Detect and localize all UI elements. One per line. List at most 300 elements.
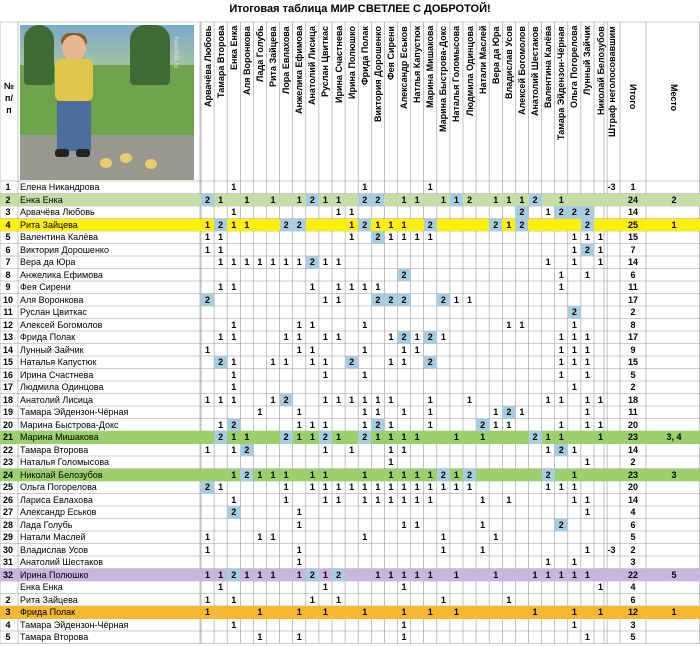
column-header: Лада Голубь (254, 26, 265, 83)
vote-cell: 1 (309, 357, 315, 367)
vote-cell: 1 (375, 407, 381, 417)
vote-cell: 1 (414, 494, 420, 505)
vote-cell: 2 (358, 219, 371, 232)
vote-cell: 2 (280, 219, 293, 232)
vote-cell: 1 (506, 494, 512, 505)
row-number: 15 (2, 357, 13, 367)
table-row (0, 594, 700, 607)
vote-cell: 1 (349, 232, 355, 242)
vote-cell: 2 (424, 356, 437, 369)
table-row (0, 319, 700, 332)
vote-cell: 1 (270, 357, 276, 367)
row-number: 14 (2, 344, 13, 355)
column-header-penalty: Штраф неголосовавшим (606, 26, 617, 137)
place-cell: 3 (671, 469, 677, 480)
vote-cell: 1 (283, 482, 289, 492)
vote-cell: 1 (296, 344, 302, 355)
vote-cell: 1 (427, 232, 433, 242)
vote-cell: 1 (309, 469, 315, 480)
vote-cell: 1 (401, 482, 407, 492)
vote-cell: 1 (349, 219, 355, 230)
vote-cell: 1 (598, 582, 604, 592)
vote-cell: 1 (218, 194, 224, 205)
total-cell: 20 (627, 482, 638, 492)
vote-cell: 1 (296, 319, 302, 330)
vote-cell: 1 (414, 482, 420, 492)
vote-cell: 1 (414, 432, 420, 442)
vote-cell: 1 (231, 282, 237, 292)
total-cell: 2 (630, 544, 636, 555)
vote-cell: 1 (598, 232, 604, 242)
table-row (0, 581, 700, 594)
vote-cell: 1 (218, 282, 224, 292)
table-row (0, 181, 700, 194)
vote-cell: 1 (296, 557, 302, 567)
vote-cell: 1 (453, 432, 459, 442)
vote-cell: 1 (427, 569, 433, 580)
vote-cell: 2 (568, 306, 581, 319)
vote-cell: 1 (532, 569, 538, 580)
column-header: Арвачёва Любовь (202, 26, 213, 108)
vote-cell: 1 (336, 207, 342, 217)
row-number: 29 (2, 532, 13, 542)
participant-name: Ольга Погорелова (20, 482, 97, 492)
vote-cell: 1 (218, 244, 224, 255)
vote-cell: 1 (401, 344, 407, 355)
vote-cell: 1 (283, 332, 289, 342)
table-row (0, 419, 700, 432)
column-header: Анатолий Лисица (307, 26, 318, 105)
column-header: Фрида Полак (359, 26, 370, 85)
vote-cell: 1 (375, 282, 381, 292)
vote-cell: 1 (571, 244, 577, 255)
vote-cell: 2 (581, 206, 594, 219)
vote-cell: 1 (375, 494, 381, 505)
vote-cell: 1 (571, 382, 577, 392)
vote-cell: 1 (296, 194, 302, 205)
column-header: Фея Сирени (385, 26, 396, 80)
vote-cell: 2 (437, 294, 450, 307)
vote-cell: 1 (571, 482, 577, 492)
vote-cell: 1 (388, 569, 394, 580)
column-header: Енка Енка (228, 26, 239, 71)
vote-cell: 1 (231, 382, 237, 392)
vote-cell: 1 (388, 332, 394, 342)
table-row (0, 356, 700, 369)
vote-cell: 2 (319, 431, 332, 444)
vote-cell: 1 (401, 632, 407, 642)
vote-cell: 1 (362, 282, 368, 292)
vote-cell: 1 (322, 357, 328, 367)
vote-cell: 1 (584, 507, 590, 517)
participant-name: Алексей Богомолов (20, 319, 103, 330)
vote-cell: 1 (244, 432, 250, 442)
table-row (0, 556, 700, 569)
vote-cell: 1 (336, 394, 342, 405)
vote-cell: 2 (371, 294, 384, 307)
vote-cell: 1 (584, 457, 590, 467)
row-number: 5 (5, 632, 11, 642)
photo-watermark: hotchilli.ru (172, 37, 179, 69)
vote-cell: 1 (296, 432, 302, 442)
vote-cell: 1 (427, 607, 433, 617)
vote-cell: 1 (205, 444, 211, 455)
table-row (0, 569, 700, 582)
vote-cell: 1 (558, 357, 564, 367)
vote-cell: 1 (545, 444, 551, 455)
column-header: Наталья Голомысова (451, 26, 462, 123)
participant-name: Тамара Второва (20, 632, 89, 642)
vote-cell: 1 (205, 594, 211, 605)
column-header: Виктория Дорошенко (372, 26, 383, 122)
vote-cell: 1 (427, 494, 433, 505)
total-cell: 6 (630, 519, 636, 530)
table-row (0, 244, 700, 257)
total-cell: 15 (627, 357, 638, 367)
vote-cell: 2 (201, 294, 214, 307)
total-cell: 15 (627, 232, 638, 242)
vote-cell: 1 (231, 357, 237, 367)
vote-cell: 1 (362, 419, 368, 430)
table-row (0, 219, 700, 232)
vote-cell: 1 (571, 619, 577, 630)
row-number: 6 (5, 244, 11, 255)
table-row (0, 519, 700, 532)
vote-cell: 1 (584, 394, 590, 405)
vote-cell: 1 (388, 419, 394, 430)
column-header: Руслан Цвиткас (320, 26, 331, 98)
vote-cell: 2 (467, 194, 473, 205)
vote-cell: 1 (296, 419, 302, 430)
vote-cell: 1 (414, 344, 420, 355)
vote-cell: 1 (309, 432, 315, 442)
vote-cell: 1 (270, 469, 276, 480)
row-number: 17 (2, 382, 13, 392)
vote-cell: 1 (322, 607, 328, 617)
vote-cell: 1 (362, 469, 368, 480)
vote-cell: 1 (231, 394, 237, 405)
total-cell: 8 (630, 319, 636, 330)
vote-cell: 2 (398, 294, 411, 307)
vote-cell: 1 (545, 432, 551, 442)
vote-cell: 1 (362, 494, 368, 505)
column-header: Натлья Капустюк (412, 26, 423, 104)
vote-cell: 1 (571, 444, 577, 455)
vote-cell: 1 (558, 394, 564, 405)
vote-cell: 1 (571, 607, 577, 617)
vote-cell: 1 (558, 194, 564, 205)
row-number: 19 (2, 407, 13, 417)
vote-cell: 1 (349, 394, 355, 405)
table-row (0, 619, 700, 632)
total-cell: 14 (627, 257, 638, 267)
row-number: 9 (5, 282, 11, 292)
vote-cell: 1 (571, 569, 577, 580)
vote-cell: 1 (427, 482, 433, 492)
vote-cell: 1 (493, 407, 499, 417)
vote-cell: 1 (322, 369, 328, 380)
total-cell: 14 (627, 207, 638, 217)
vote-cell: 1 (349, 482, 355, 492)
total-cell: 24 (627, 194, 638, 205)
vote-cell: 1 (218, 582, 224, 592)
vote-cell: 1 (231, 319, 237, 330)
vote-cell: 1 (598, 244, 604, 255)
total-cell: 6 (630, 594, 636, 605)
vote-cell: 1 (257, 607, 263, 617)
vote-cell: 1 (283, 494, 289, 505)
vote-cell: 2 (555, 206, 568, 219)
vote-cell: 1 (440, 332, 446, 342)
participant-name: Арвачёва Любовь (20, 207, 95, 217)
vote-cell: 1 (506, 319, 512, 330)
vote-cell: 1 (493, 532, 499, 542)
vote-cell: 1 (309, 419, 315, 430)
total-cell: 7 (630, 244, 636, 255)
vote-cell: 1 (545, 207, 551, 217)
vote-cell: 1 (205, 219, 211, 230)
vote-cell: 1 (453, 482, 459, 492)
vote-cell: 1 (296, 569, 302, 580)
vote-cell: 1 (480, 432, 486, 442)
vote-cell: 1 (401, 469, 407, 480)
vote-cell: 2 (358, 431, 371, 444)
total-cell: 23 (627, 469, 638, 480)
vote-cell: 1 (467, 394, 473, 405)
vote-cell: 1 (231, 619, 237, 630)
vote-cell: 1 (480, 519, 486, 530)
vote-cell: 1 (545, 482, 551, 492)
participant-name: Марина Мишакова (20, 432, 99, 442)
vote-cell: 1 (584, 369, 590, 380)
vote-cell: 1 (283, 469, 289, 480)
vote-cell: 2 (398, 269, 411, 282)
vote-cell: 1 (401, 232, 407, 242)
total-cell: 2 (630, 382, 636, 392)
column-header: Анатолий Шестаков (530, 26, 541, 116)
vote-cell: 1 (244, 569, 250, 580)
row-number: 25 (2, 482, 13, 492)
vote-cell: 1 (427, 407, 433, 417)
vote-cell: 1 (375, 482, 381, 492)
total-cell: 4 (630, 507, 636, 517)
column-header: Рита Зайцева (268, 26, 279, 87)
vote-cell: 1 (571, 257, 577, 267)
total-cell: 11 (628, 407, 638, 417)
participant-name: Виктория Дорошенко (20, 244, 109, 255)
vote-cell: 1 (584, 419, 590, 430)
table-row (0, 481, 700, 494)
total-cell: 14 (627, 444, 638, 455)
column-header: Лунный Зайчик (582, 26, 593, 96)
vote-cell: 2 (227, 419, 240, 432)
column-header: Вера да Юра (490, 26, 501, 84)
page-title: Итоговая таблица МИР СВЕТЛЕЕ С ДОБРОТОЙ! (229, 3, 491, 15)
row-number: 28 (2, 519, 13, 530)
vote-cell: 1 (322, 482, 328, 492)
vote-cell: 1 (493, 419, 499, 430)
vote-cell: 1 (558, 282, 564, 292)
table-row (0, 544, 700, 557)
participant-name: Марина Быстрова-Докс (20, 419, 119, 430)
vote-cell: 1 (401, 194, 407, 205)
vote-cell: 1 (571, 319, 577, 330)
row-number: 11 (3, 307, 13, 317)
vote-cell: 1 (322, 469, 328, 480)
column-header: Валентина Калёва (543, 26, 554, 109)
vote-cell: 1 (571, 232, 577, 242)
vote-cell: 1 (205, 569, 211, 580)
vote-cell: 1 (401, 407, 407, 417)
row-number: 7 (5, 257, 11, 267)
table-row (0, 606, 700, 619)
vote-cell: 2 (306, 194, 319, 207)
total-cell: 6 (630, 269, 636, 280)
participant-name: Анатолий Лисица (20, 394, 94, 405)
vote-cell: 1 (414, 469, 420, 480)
row-number: 18 (2, 394, 13, 405)
table-row (0, 306, 700, 319)
vote-cell: 1 (440, 544, 446, 555)
vote-cell: 1 (257, 569, 263, 580)
vote-cell: 2 (424, 219, 437, 232)
vote-cell: 1 (257, 532, 263, 542)
vote-cell: 2 (227, 506, 240, 519)
vote-cell: 1 (584, 344, 590, 355)
vote-cell: 1 (231, 257, 237, 267)
row-number: 8 (5, 269, 11, 280)
participant-name: Рита Зайцева (20, 219, 78, 230)
vote-cell: 1 (296, 544, 302, 555)
column-header: Ирина Полюшко (346, 26, 357, 99)
vote-cell: 1 (362, 407, 368, 417)
vote-cell: 1 (362, 482, 368, 492)
vote-cell: 1 (414, 194, 420, 205)
participant-name: Лунный Зайчик (20, 344, 84, 355)
vote-cell: 1 (584, 544, 590, 555)
vote-cell: 2 (424, 331, 437, 344)
vote-cell: 2 (529, 431, 542, 444)
vote-cell: 1 (401, 444, 407, 455)
place-cell: 1 (671, 607, 677, 617)
vote-cell: 1 (218, 569, 224, 580)
total-cell: 9 (630, 344, 636, 355)
table-row (0, 381, 700, 394)
table-row (0, 231, 700, 244)
column-header: Владислав Усов (503, 26, 514, 100)
vote-cell: 1 (375, 394, 381, 405)
vote-cell: 1 (388, 394, 394, 405)
total-cell: 23 (627, 432, 638, 442)
vote-cell: 1 (558, 269, 564, 280)
row-number: 31 (2, 557, 13, 567)
vote-cell: 1 (401, 582, 407, 592)
participant-name: Тамара Эйдензон-Чёрная (20, 407, 129, 417)
vote-cell: 2 (502, 406, 515, 419)
row-number: 4 (5, 619, 11, 630)
participant-name: Лариса Евлахова (20, 494, 93, 505)
table-row (0, 394, 700, 407)
row-number: 26 (2, 494, 13, 505)
vote-cell: 1 (231, 469, 237, 480)
vote-cell: 1 (362, 319, 368, 330)
vote-cell: 1 (309, 482, 315, 492)
vote-cell: 1 (558, 569, 564, 580)
column-header: Ольга Погорелова (569, 26, 580, 109)
vote-cell: 1 (322, 257, 328, 267)
vote-cell: 1 (584, 632, 590, 642)
vote-cell: 1 (453, 294, 459, 305)
vote-cell: 1 (349, 282, 355, 292)
vote-cell: 2 (280, 431, 293, 444)
vote-cell: 2 (201, 194, 214, 207)
vote-cell: 1 (231, 219, 237, 230)
vote-cell: 1 (388, 457, 394, 467)
vote-cell: 1 (558, 432, 564, 442)
vote-cell: 1 (467, 294, 473, 305)
total-cell: 11 (628, 282, 638, 292)
participant-name: Натали Маслей (20, 532, 86, 542)
row-number: 4 (5, 219, 11, 230)
participant-name: Николай Белозубов (20, 469, 103, 480)
vote-cell: 2 (398, 331, 411, 344)
vote-cell: 1 (270, 257, 276, 267)
vote-cell: 1 (427, 394, 433, 405)
vote-cell: 2 (306, 569, 319, 582)
vote-cell: 1 (571, 557, 577, 567)
vote-cell: 1 (401, 494, 407, 505)
vote-cell: 1 (218, 419, 224, 430)
vote-cell: 1 (571, 344, 577, 355)
vote-cell: 1 (336, 494, 342, 505)
vote-cell: 2 (371, 231, 384, 244)
vote-cell: 1 (506, 194, 512, 205)
total-cell: 3 (630, 557, 636, 567)
vote-cell: 1 (427, 419, 433, 430)
vote-cell: 1 (545, 257, 551, 267)
column-header: Марина Быстрова-Докс (438, 26, 449, 132)
participant-name: Фрида Полак (20, 607, 76, 617)
vote-cell: 2 (371, 194, 384, 207)
column-header-place: Место (669, 84, 679, 112)
vote-cell: 1 (309, 594, 315, 605)
vote-cell: 2 (371, 419, 384, 432)
vote-cell: 1 (506, 419, 512, 430)
vote-cell: 2 (515, 219, 528, 232)
vote-cell: 2 (515, 206, 528, 219)
vote-cell: 2 (214, 431, 227, 444)
vote-cell: 1 (218, 332, 224, 342)
header-photo (20, 25, 194, 180)
vote-cell: 1 (205, 607, 211, 617)
table-row (0, 406, 700, 419)
row-number: 10 (2, 294, 13, 305)
vote-cell: 2 (214, 356, 227, 369)
total-cell: 4 (630, 582, 636, 592)
vote-cell: 2 (201, 481, 214, 494)
vote-cell: 1 (375, 219, 381, 230)
row-number: 3 (5, 607, 11, 617)
vote-cell: 1 (296, 519, 302, 530)
vote-cell: 1 (322, 419, 328, 430)
total-cell: 5 (630, 532, 636, 542)
total-cell: 3 (630, 619, 636, 630)
vote-cell: 1 (218, 257, 224, 267)
vote-cell: 1 (205, 232, 211, 242)
row-number: 22 (2, 444, 13, 455)
vote-cell: 1 (218, 394, 224, 405)
row-number: 5 (5, 232, 11, 242)
